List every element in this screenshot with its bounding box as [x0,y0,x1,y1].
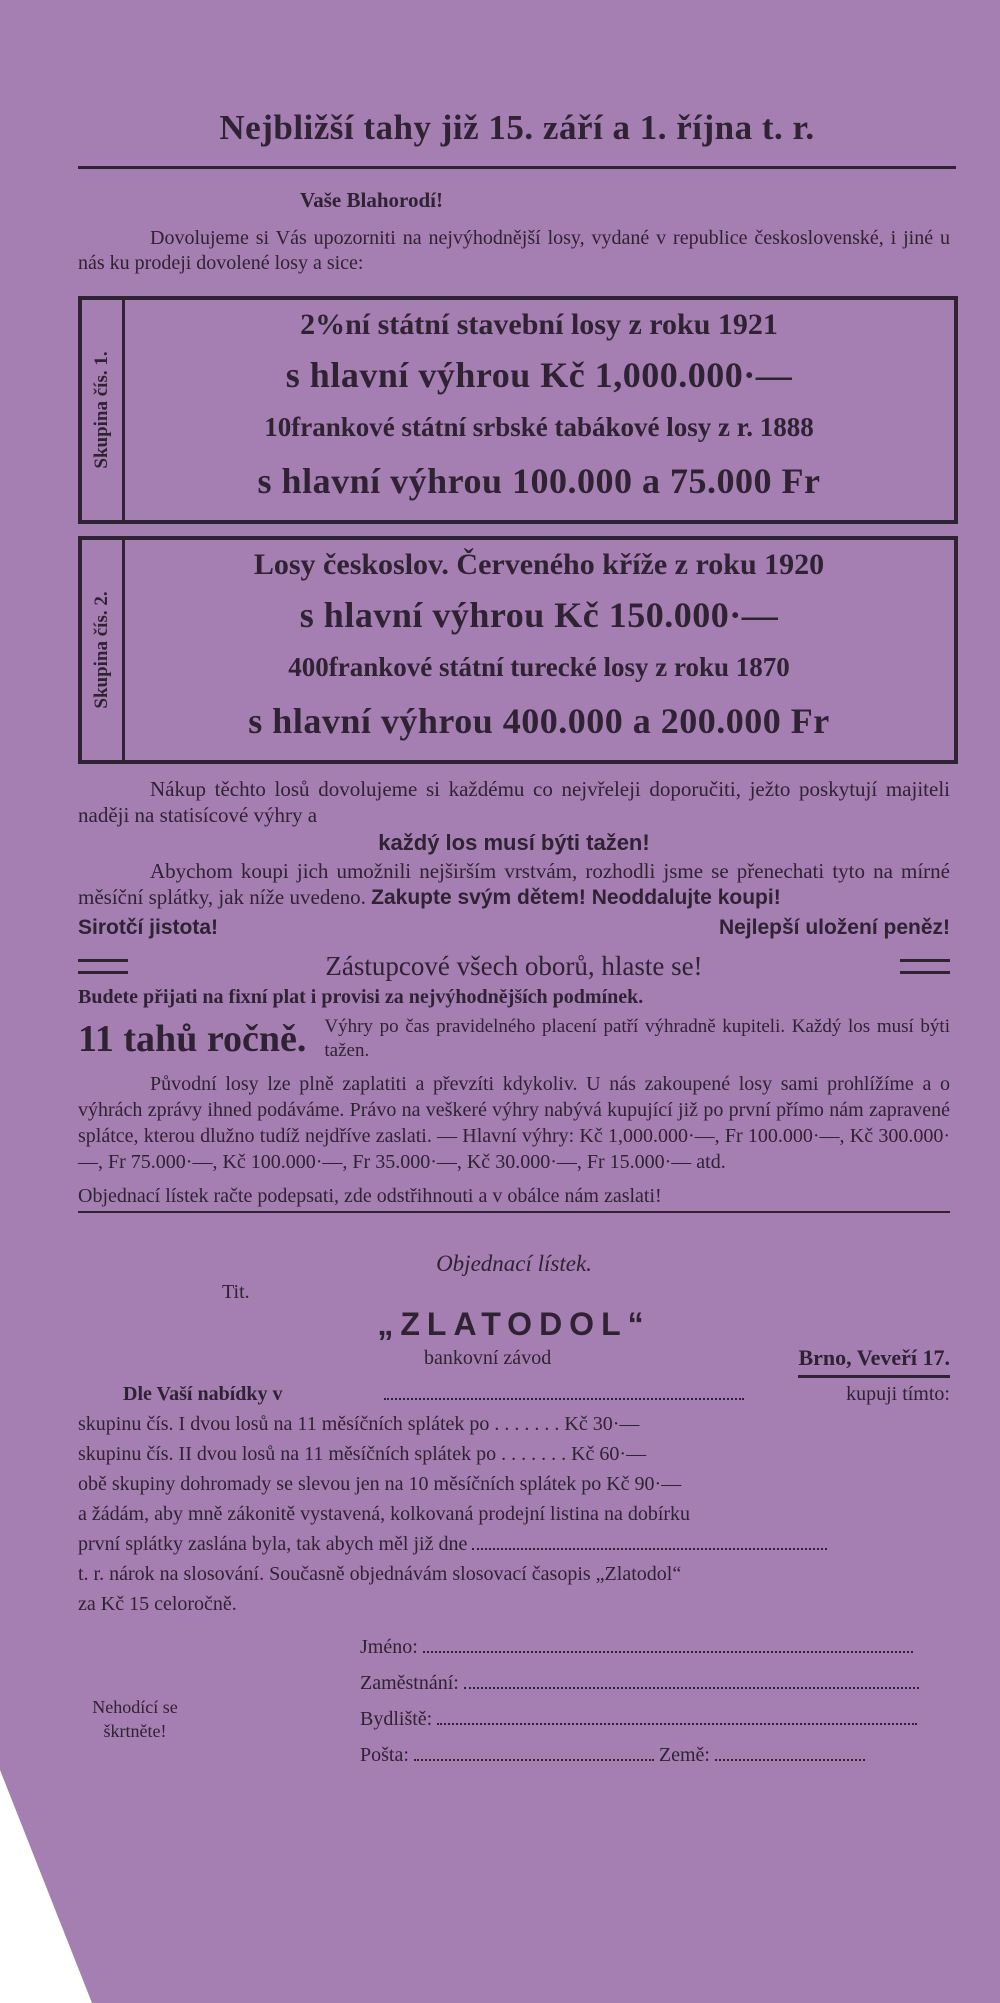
draws-text: Výhry po čas pravidelného placení patří výhradně kupiteli. Každý los musí býti tažen. [324,1016,950,1061]
order-line-2: skupinu čís. I dvou losů na 11 měsíčních splátek po . . . . . . . Kč 30·— [78,1413,640,1435]
paragraph-3: Původní losy lze plně zaplatiti a převzíti kdykoliv. U nás zakoupené losy sami prohlížíme a o výhrách zprávy ihned podáváme. Právo na veškeré výhry nabývá kupující již po první přímo nám zapravené splátce, kterou dlužno tudíž nejdříve zaslati. — Hlavní výhry: Kč 1,000.000·—, Fr 100.000·—, Kč 300.000·—, Fr 75.000·—, Kč 100.000·—, Fr 35.000·—, Kč 30.000·—, Fr 15.000·— atd. [78,1073,950,1173]
order-line-5: a žádám, aby mně zákonitě vystavená, kolkovaná prodejní listina na dobírku [78,1503,691,1525]
order-line-8: za Kč 15 celoročně. [78,1593,237,1615]
group-2-label: Skupina čís. 2. [82,540,125,760]
page-title: Nejbližší tahy již 15. září a 1. října t. r. [219,108,815,147]
country-field[interactable] [715,1741,865,1761]
order-line-4: obě skupiny dohromady se slevou jen na 10 měsíčních splátek po Kč 90·— [78,1473,682,1495]
offer-source-field[interactable] [384,1380,744,1400]
name-field[interactable] [423,1633,913,1653]
order-line-1 [78,1379,950,1409]
divider-right [900,959,950,974]
paragraph-2-emphasis: Zakupte svým dětem! Neoddalujte koupi! [371,886,781,909]
group-1-line-2: s hlavní výhrou Kč 1,000.000·— [285,355,793,395]
order-line-1-start: Dle Vaší nabídky v [123,1383,283,1405]
group-1-line-1: 2%ní státní stavební losy z roku 1921 [300,308,778,341]
group-1-label: Skupina čís. 1. [82,300,125,520]
company-subtitle: bankovní závod [424,1347,552,1369]
date-field[interactable] [472,1530,827,1550]
personal-fields [360,1629,950,1773]
residence-field-row: Bydliště: [360,1701,950,1737]
group-1-line-3: 10frankové státní srbské tabákové losy z r. 1888 [264,412,814,442]
group-1-line-4: s hlavní výhrou 100.000 a 75.000 Fr [257,461,821,501]
group-1-box [78,296,958,524]
group-2-line-1: Losy českoslov. Červeného kříže z roku 1920 [253,548,825,581]
paragraph-2: Abychom koupi jich umožnili nejširším vrstvám, rozhodli jsme se přenechati tyto na mírné měsíční splátky, jak níže uvedeno. [78,859,950,909]
order-tit: Tit. [222,1281,250,1303]
group-2-line-3: 400frankové státní turecké losy z roku 1870 [288,652,790,682]
post-field[interactable] [414,1741,654,1761]
paragraph-1: Nákup těchto losů dovolujeme si každému co nejvřeleji doporučiti, ježto poskytují majiteli naději na statisícové výhry a [78,777,950,827]
signature-area [78,1629,950,1773]
order-line-7: t. r. nárok na slosování. Současně objednávám slosovací časopis „Zlatodol“ [78,1563,682,1585]
intro-text: Dovolujeme si Vás upozorniti na nejvýhodnější losy, vydané v republice československé, i jiné u nás ku prodeji dovolené losy a sice: [78,227,950,274]
slogans [78,913,950,943]
group-2-line-2: s hlavní výhrou Kč 150.000·— [299,595,779,635]
order-line-3: skupinu čís. II dvou losů na 11 měsíčních splátek po . . . . . . . Kč 60·— [78,1443,647,1465]
paragraph-2-block [78,858,950,911]
slogan-right: Nejlepší uložení peněz! [718,916,950,939]
job-field[interactable] [464,1669,919,1689]
group-2-line-4: s hlavní výhrou 400.000 a 200.000 Fr [248,701,830,741]
agents-heading-row [78,949,950,983]
company-name: „ZLATODOL“ [377,1306,651,1342]
name-field-row: Jméno: [360,1629,950,1665]
job-field-row: Zaměstnání: [360,1665,950,1701]
order-line-1-end: kupuji tímto: [846,1383,950,1405]
paragraph-1-emphasis: každý los musí býti tažen! [378,830,650,855]
residence-field[interactable] [437,1705,917,1725]
divider-left [78,959,128,974]
post-field-row: Pošta: Země: [360,1737,950,1773]
company-info-row [78,1343,950,1379]
draws-per-year: 11 tahů ročně. [78,1018,307,1060]
strike-note: Nehodící se škrtněte! [92,1697,178,1741]
draws-row [78,1015,950,1063]
title-underline [78,166,956,169]
company-address: Brno, Veveří 17. [798,1345,950,1378]
group-2-box [78,536,958,764]
agents-text: Budete přijati na fixní plat i provisi za nejvýhodnějších podmínek. [78,986,644,1008]
cut-instruction: Objednací lístek račte podepsati, zde odstřihnouti a v obálce nám zaslati! [78,1183,950,1213]
order-line-6: první splátky zaslána byla, tak abych měl již dne [78,1529,950,1559]
greeting: Vaše Blahorodí! [300,188,443,212]
slogan-left: Sirotčí jistota! [78,916,219,939]
agents-heading: Zástupcové všech oborů, hlaste se! [325,951,703,981]
body-flow [78,776,950,1773]
order-heading: Objednací lístek. [436,1251,592,1276]
